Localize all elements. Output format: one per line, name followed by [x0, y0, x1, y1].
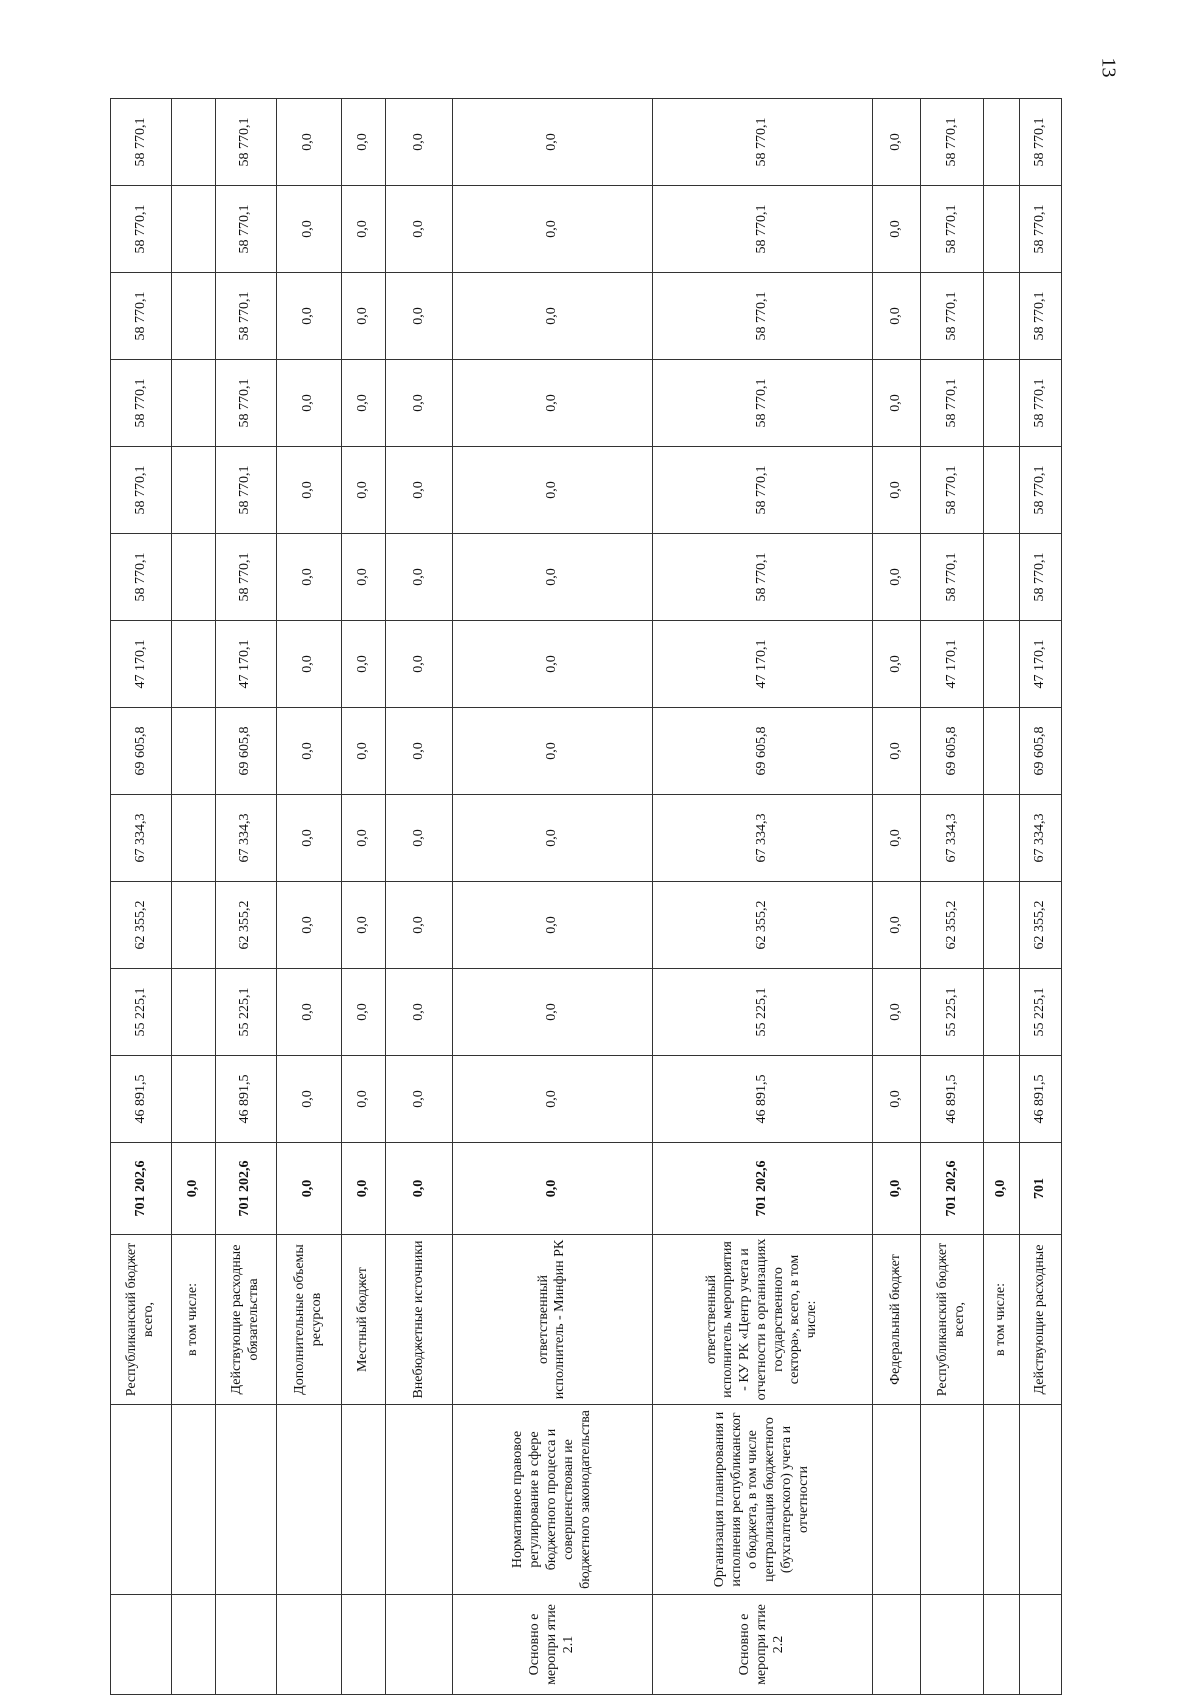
funding-source-cell: Республиканский бюджет всего,: [111, 1235, 172, 1405]
year-value-cell: 62 355,2: [215, 882, 276, 969]
year-value-cell: [171, 882, 215, 969]
table-row: [453, 99, 652, 1695]
year-value-cell: 58 770,1: [921, 273, 984, 360]
year-value-cell: 67 334,3: [921, 795, 984, 882]
year-value-cell: 0,0: [341, 186, 385, 273]
year-value-cell: 62 355,2: [921, 882, 984, 969]
year-value-cell: 55 225,1: [215, 969, 276, 1056]
year-value-cell: 0,0: [276, 708, 341, 795]
year-value-cell: 0,0: [341, 882, 385, 969]
year-value-cell: 0,0: [385, 447, 452, 534]
year-value-cell: 58 770,1: [1019, 273, 1061, 360]
year-value-cell: 0,0: [873, 360, 921, 447]
measure-code-cell: [921, 1595, 984, 1695]
table-row: [276, 99, 341, 1695]
year-value-cell: 47 170,1: [1019, 621, 1061, 708]
year-value-cell: 0,0: [873, 447, 921, 534]
year-value-cell: 0,0: [276, 99, 341, 186]
year-value-cell: 58 770,1: [111, 534, 172, 621]
year-value-cell: 58 770,1: [215, 447, 276, 534]
year-value-cell: 0,0: [276, 969, 341, 1056]
total-cell: 701 202,6: [921, 1143, 984, 1235]
year-value-cell: 0,0: [873, 969, 921, 1056]
year-value-cell: 0,0: [385, 186, 452, 273]
table-row: [921, 99, 984, 1695]
year-value-cell: 46 891,5: [111, 1056, 172, 1143]
year-value-cell: 0,0: [276, 273, 341, 360]
year-value-cell: [171, 447, 215, 534]
funding-source-cell: ответственный исполнитель мероприятия - КУ РК «Центр учета и отчетности в организациях государственного сектора», всего, в том числе:: [652, 1235, 872, 1405]
year-value-cell: 47 170,1: [921, 621, 984, 708]
year-value-cell: 67 334,3: [1019, 795, 1061, 882]
year-value-cell: [171, 360, 215, 447]
year-value-cell: [171, 534, 215, 621]
measure-name-cell: [341, 1405, 385, 1595]
measure-code-cell: [171, 1595, 215, 1695]
year-value-cell: 0,0: [453, 534, 652, 621]
year-value-cell: [984, 795, 1020, 882]
year-value-cell: 69 605,8: [1019, 708, 1061, 795]
year-value-cell: 0,0: [453, 1056, 652, 1143]
table-row: [873, 99, 921, 1695]
year-value-cell: 58 770,1: [921, 99, 984, 186]
year-value-cell: 58 770,1: [215, 534, 276, 621]
year-value-cell: [984, 360, 1020, 447]
year-value-cell: 58 770,1: [921, 360, 984, 447]
measure-name-cell: [1019, 1405, 1061, 1595]
year-value-cell: 47 170,1: [111, 621, 172, 708]
year-value-cell: 47 170,1: [652, 621, 872, 708]
measure-name-cell: [171, 1405, 215, 1595]
table-row: [111, 99, 172, 1695]
table-row: [385, 99, 452, 1695]
year-value-cell: 62 355,2: [652, 882, 872, 969]
year-value-cell: 55 225,1: [1019, 969, 1061, 1056]
year-value-cell: 0,0: [873, 795, 921, 882]
year-value-cell: 0,0: [276, 447, 341, 534]
measure-name-cell: [873, 1405, 921, 1595]
total-cell: 0,0: [171, 1143, 215, 1235]
year-value-cell: 0,0: [341, 1056, 385, 1143]
year-value-cell: 58 770,1: [652, 360, 872, 447]
year-value-cell: 0,0: [276, 621, 341, 708]
year-value-cell: 0,0: [385, 534, 452, 621]
measure-code-cell: Основно е меропри ятие 2.1: [453, 1595, 652, 1695]
year-value-cell: 0,0: [385, 795, 452, 882]
year-value-cell: 0,0: [385, 273, 452, 360]
year-value-cell: 0,0: [341, 969, 385, 1056]
funding-source-cell: ответственный исполнитель - Минфин РК: [453, 1235, 652, 1405]
measure-name-cell: [215, 1405, 276, 1595]
year-value-cell: 58 770,1: [1019, 447, 1061, 534]
year-value-cell: 58 770,1: [215, 99, 276, 186]
year-value-cell: 0,0: [873, 882, 921, 969]
table-row: [215, 99, 276, 1695]
year-value-cell: [984, 708, 1020, 795]
year-value-cell: 58 770,1: [111, 99, 172, 186]
measure-code-cell: [341, 1595, 385, 1695]
funding-source-cell: Действующие расходные обязательства: [215, 1235, 276, 1405]
year-value-cell: 58 770,1: [111, 186, 172, 273]
measure-name-cell: [111, 1405, 172, 1595]
year-value-cell: 0,0: [453, 360, 652, 447]
year-value-cell: 0,0: [453, 99, 652, 186]
year-value-cell: 58 770,1: [1019, 99, 1061, 186]
year-value-cell: 0,0: [385, 969, 452, 1056]
total-cell: 0,0: [453, 1143, 652, 1235]
year-value-cell: 58 770,1: [652, 534, 872, 621]
table-row: [652, 99, 872, 1695]
funding-source-cell: Республиканский бюджет всего,: [921, 1235, 984, 1405]
year-value-cell: [984, 99, 1020, 186]
year-value-cell: 0,0: [873, 534, 921, 621]
year-value-cell: [171, 99, 215, 186]
year-value-cell: 0,0: [276, 1056, 341, 1143]
year-value-cell: 0,0: [453, 273, 652, 360]
total-cell: 0,0: [873, 1143, 921, 1235]
measure-code-cell: [385, 1595, 452, 1695]
year-value-cell: 55 225,1: [652, 969, 872, 1056]
year-value-cell: [984, 273, 1020, 360]
year-value-cell: 0,0: [276, 186, 341, 273]
budget-table: [110, 98, 1062, 1695]
year-value-cell: 0,0: [453, 882, 652, 969]
year-value-cell: [171, 1056, 215, 1143]
year-value-cell: 0,0: [453, 969, 652, 1056]
year-value-cell: [171, 621, 215, 708]
year-value-cell: [984, 969, 1020, 1056]
year-value-cell: 0,0: [385, 708, 452, 795]
year-value-cell: 0,0: [873, 708, 921, 795]
year-value-cell: 46 891,5: [652, 1056, 872, 1143]
year-value-cell: 0,0: [385, 1056, 452, 1143]
year-value-cell: 0,0: [276, 534, 341, 621]
year-value-cell: 58 770,1: [111, 360, 172, 447]
year-value-cell: 0,0: [341, 708, 385, 795]
measure-code-cell: [111, 1595, 172, 1695]
measure-code-cell: [873, 1595, 921, 1695]
total-cell: 701: [1019, 1143, 1061, 1235]
year-value-cell: 67 334,3: [215, 795, 276, 882]
year-value-cell: 67 334,3: [652, 795, 872, 882]
year-value-cell: 0,0: [341, 360, 385, 447]
funding-source-cell: Местный бюджет: [341, 1235, 385, 1405]
year-value-cell: 0,0: [385, 99, 452, 186]
year-value-cell: [171, 186, 215, 273]
year-value-cell: 0,0: [873, 186, 921, 273]
year-value-cell: 0,0: [873, 1056, 921, 1143]
year-value-cell: 58 770,1: [111, 447, 172, 534]
year-value-cell: [171, 969, 215, 1056]
funding-source-cell: Внебюджетные источники: [385, 1235, 452, 1405]
year-value-cell: 62 355,2: [111, 882, 172, 969]
funding-source-cell: Федеральный бюджет: [873, 1235, 921, 1405]
year-value-cell: 69 605,8: [111, 708, 172, 795]
funding-source-cell: Действующие расходные: [1019, 1235, 1061, 1405]
total-cell: 0,0: [984, 1143, 1020, 1235]
year-value-cell: 0,0: [341, 795, 385, 882]
table-row: [341, 99, 385, 1695]
year-value-cell: 67 334,3: [111, 795, 172, 882]
measure-name-cell: Нормативное правовое регулирование в сфере бюджетного процесса и совершенствован ие бюджетного законодательства: [453, 1405, 652, 1595]
year-value-cell: 0,0: [341, 447, 385, 534]
year-value-cell: 0,0: [873, 621, 921, 708]
year-value-cell: 55 225,1: [921, 969, 984, 1056]
funding-source-cell: в том числе:: [171, 1235, 215, 1405]
year-value-cell: 69 605,8: [921, 708, 984, 795]
year-value-cell: 46 891,5: [215, 1056, 276, 1143]
year-value-cell: [984, 447, 1020, 534]
year-value-cell: 58 770,1: [652, 99, 872, 186]
year-value-cell: 58 770,1: [921, 186, 984, 273]
measure-name-cell: [385, 1405, 452, 1595]
year-value-cell: 0,0: [341, 621, 385, 708]
year-value-cell: 58 770,1: [215, 186, 276, 273]
year-value-cell: 0,0: [453, 795, 652, 882]
total-cell: 0,0: [276, 1143, 341, 1235]
year-value-cell: 0,0: [873, 99, 921, 186]
measure-name-cell: [984, 1405, 1020, 1595]
year-value-cell: 0,0: [453, 621, 652, 708]
year-value-cell: [171, 273, 215, 360]
funding-source-cell: Дополнительные объемы ресурсов: [276, 1235, 341, 1405]
year-value-cell: 0,0: [453, 708, 652, 795]
measure-code-cell: [276, 1595, 341, 1695]
year-value-cell: 69 605,8: [215, 708, 276, 795]
year-value-cell: 0,0: [453, 186, 652, 273]
total-cell: 701 202,6: [652, 1143, 872, 1235]
year-value-cell: 0,0: [276, 360, 341, 447]
year-value-cell: 46 891,5: [921, 1056, 984, 1143]
year-value-cell: 69 605,8: [652, 708, 872, 795]
total-cell: 701 202,6: [215, 1143, 276, 1235]
measure-code-cell: [1019, 1595, 1061, 1695]
year-value-cell: [171, 708, 215, 795]
year-value-cell: 0,0: [276, 795, 341, 882]
total-cell: 0,0: [341, 1143, 385, 1235]
year-value-cell: [984, 882, 1020, 969]
year-value-cell: 58 770,1: [1019, 360, 1061, 447]
measure-name-cell: [276, 1405, 341, 1595]
year-value-cell: 58 770,1: [652, 273, 872, 360]
funding-source-cell: в том числе:: [984, 1235, 1020, 1405]
year-value-cell: 0,0: [385, 621, 452, 708]
measure-code-cell: [215, 1595, 276, 1695]
total-cell: 701 202,6: [111, 1143, 172, 1235]
total-cell: 0,0: [385, 1143, 452, 1235]
year-value-cell: 62 355,2: [1019, 882, 1061, 969]
year-value-cell: [984, 186, 1020, 273]
year-value-cell: 0,0: [385, 360, 452, 447]
table-row: [1019, 99, 1061, 1695]
measure-code-cell: Основно е меропри ятие 2.2: [652, 1595, 872, 1695]
measure-name-cell: Организация планирования и исполнения республиканског о бюджета, в том числе централизация бюджетного (бухгалтерского) учета и отчетности: [652, 1405, 872, 1595]
year-value-cell: 46 891,5: [1019, 1056, 1061, 1143]
year-value-cell: 58 770,1: [1019, 186, 1061, 273]
year-value-cell: 0,0: [341, 273, 385, 360]
year-value-cell: 58 770,1: [215, 273, 276, 360]
year-value-cell: 0,0: [385, 882, 452, 969]
table-row: [984, 99, 1020, 1695]
measure-code-cell: [984, 1595, 1020, 1695]
year-value-cell: 0,0: [341, 99, 385, 186]
year-value-cell: 0,0: [453, 447, 652, 534]
year-value-cell: 58 770,1: [652, 186, 872, 273]
year-value-cell: 47 170,1: [215, 621, 276, 708]
year-value-cell: [171, 795, 215, 882]
year-value-cell: 58 770,1: [652, 447, 872, 534]
year-value-cell: 58 770,1: [111, 273, 172, 360]
year-value-cell: 0,0: [873, 273, 921, 360]
year-value-cell: 58 770,1: [921, 447, 984, 534]
year-value-cell: 58 770,1: [215, 360, 276, 447]
table-row: [171, 99, 215, 1695]
year-value-cell: [984, 534, 1020, 621]
year-value-cell: [984, 621, 1020, 708]
rotated-table-wrapper: [110, 100, 1062, 1695]
year-value-cell: [984, 1056, 1020, 1143]
year-value-cell: 58 770,1: [1019, 534, 1061, 621]
page-number: 13: [1097, 57, 1120, 78]
year-value-cell: 0,0: [341, 534, 385, 621]
year-value-cell: 55 225,1: [111, 969, 172, 1056]
measure-name-cell: [921, 1405, 984, 1595]
year-value-cell: 58 770,1: [921, 534, 984, 621]
year-value-cell: 0,0: [276, 882, 341, 969]
